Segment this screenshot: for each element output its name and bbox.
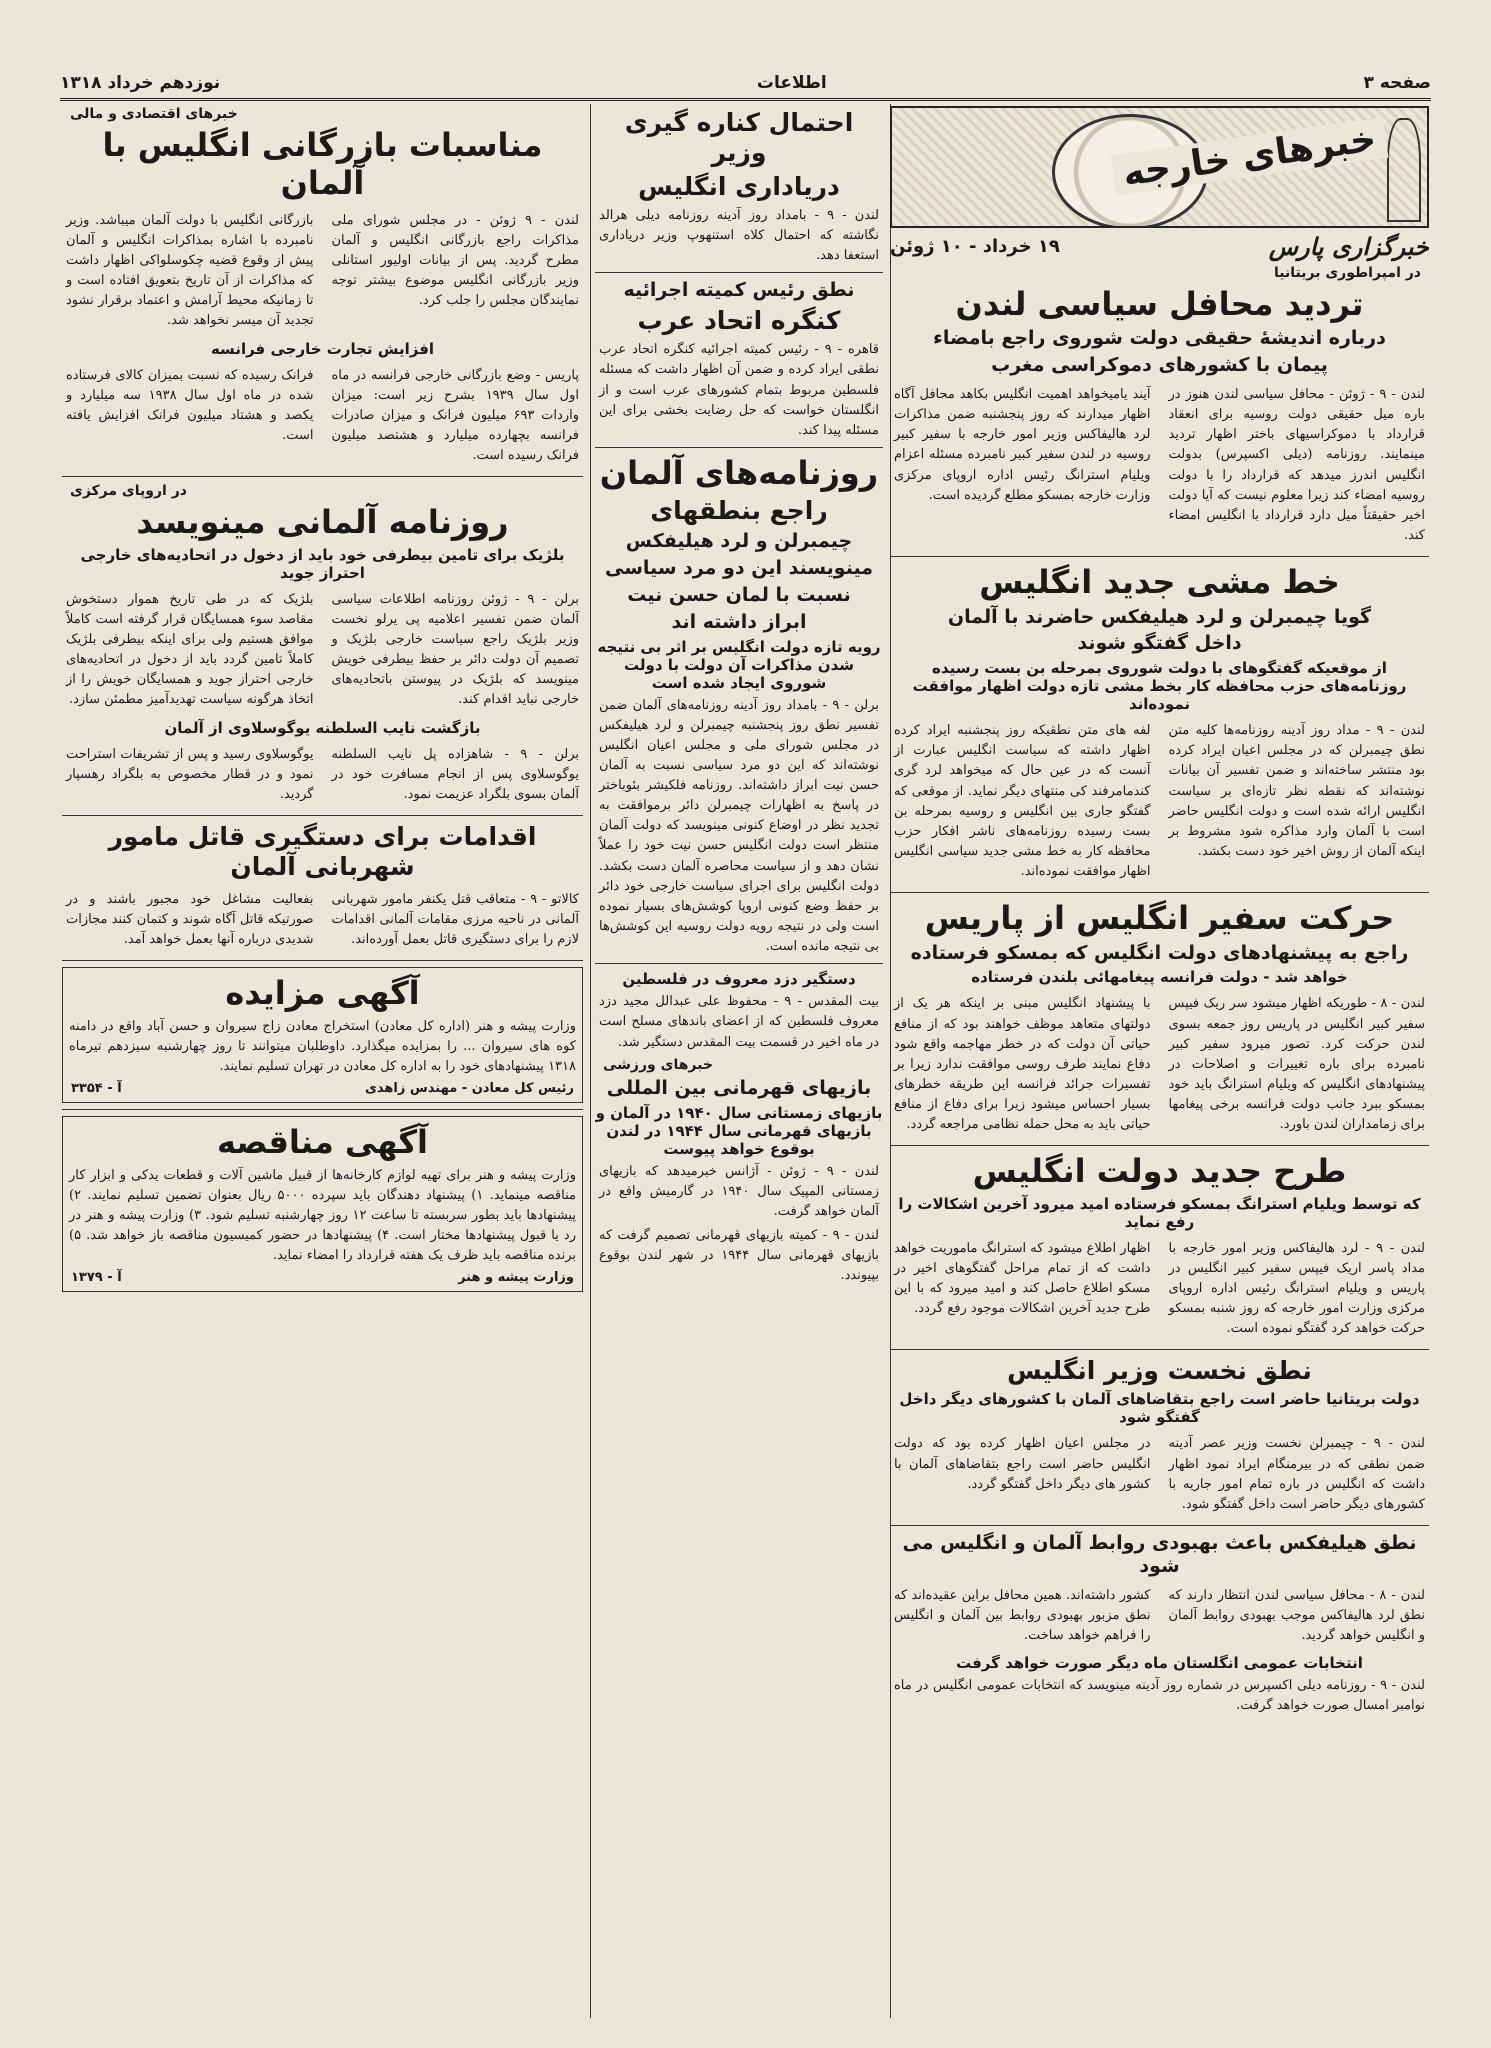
section-label: خبرهای ورزشی: [603, 1056, 713, 1073]
article-text: بازرگانی انگلیس با دولت آلمان میباشد. وزیر نامبرده با اشاره بمذاکرات انگلیس و آلمان پیش از وقوع قضیه چکوسلواکی اظهار داشت که مذاکرات از آن تاریخ بتعویق افتاده است و تا زمانیکه محیط آرامش و اعتماد برقرار نشود تجدید آن میسر نخواهد شد.: [66, 212, 314, 329]
article-body: [890, 717, 1429, 886]
auction-ad: [62, 967, 583, 1103]
subheadline: راجع به پیشنهادهای دولت انگلیس که بمسکو فرستاده: [910, 941, 1409, 964]
article-text: لندن - ۹ - بامداد روز آدینه روزنامه دیلی هرالد نگاشته که احتمال کلاه استنهوپ وزیر دریاداری استعفا دهد.: [599, 208, 879, 264]
headline: روزنامه آلمانی مینویسد: [136, 503, 509, 542]
article-body: [62, 586, 583, 715]
article-text: قاهره - ۹ - رئیس کمیته اجرائیه کنگره اتحاد عرب نطقی ایراد کرده و ضمن آن اظهار داشت که مسئله فلسطین مربوط بتمام کشورهای عرب است و از انگلستان خواست که حل رضایت بخشی برای این مسئله پیدا کند.: [599, 342, 879, 438]
article-text: لندن - ۹ - چیمبرلن نخست وزیر عصر آدینه ضمن نطقی که در بیرمنگام ایراد نمود اظهار داشت که انگلیس در باره تمام امور جاریه با کشورهای دیگر حاضر است داخل گفتگو شود.: [1168, 1436, 1425, 1512]
ad-signature: وزارت پیشه و هنر: [458, 1270, 574, 1286]
subheadline: دولت بریتانیا حاضر است راجع بتقاضاهای آلمان با کشورهای دیگر داخل گفتگو شود: [899, 1390, 1420, 1427]
divider: [890, 556, 1429, 557]
banner-title: خبرهای خارجه: [1110, 117, 1388, 196]
article-text: کشور داشته‌اند. همین محافل براین عقیده‌اند که نطق مزبور بهبودی روابط بین آلمان و انگلیس را فراهم خواهد ساخت.: [894, 1587, 1151, 1643]
article-text: برلن - ۹ - بامداد روز آدینه روزنامه‌های آلمان ضمن تفسیر نطق روز پنجشنبه چیمبرلن و لرد هیلیفکس در مجلس شورای ملی و مجلس اعیان انگلیس نوشته‌اند که این دو مرد سیاسی نسبت به آلمان حسن نیت ابراز داشته‌اند. روزنامه فلکیشر بئوباختر در پاسخ به اظهارات چیمبرلن دائر برموافقت به تجدید نظر در اوضاع کنونی مینویسد که دولت آلمان منتظر است دولت انگلیس حسن نیت خود را عملاً نشان دهد و از سیاست محاصره آلمان دست بکشد. دولت انگلیس برای اجرای سیاست خارجی خود دائر بر حفظ وضع کنونی اروپا کوشش‌های بسیار نموده است ولی در نتیجه رویه دولت روسیه این کوشش‌ها بی نتیجه مانده است.: [599, 697, 879, 955]
summary: از موقعیکه گفتگوهای با دولت شوروی بمرحله بن بست رسیده روزنامه‌های حزب محافظه کار بخط مشی تازه دولت اظهار موافقت نموده‌اند: [912, 659, 1407, 714]
article-body: [62, 207, 583, 336]
article-body: [890, 1582, 1429, 1650]
headline: مینویسند این دو مرد سیاسی: [605, 557, 873, 580]
paper-name: اطلاعات: [756, 73, 827, 93]
article-text: لندن - ۹ - کمیته بازیهای قهرمانی تصمیم گرفت که بازیهای قهرمانی سال ۱۹۴۴ در شهر لندن بوقوع بپیوندد.: [599, 1227, 880, 1284]
middle-column: [595, 104, 883, 2018]
article-text: لندن - ۹ - لرد هالیفاکس وزیر امور خارجه با مداد پاسر اریک فیپس سفیر کبیر انگلیس در پاریس و ویلیام استرانگ رئیس اداره اروپای مرکزی وزارت امور خارجه که روز شنبه بمسکو حرکت خواهد کرد گفتگو نموده است.: [1168, 1240, 1425, 1337]
column-rule: [590, 104, 591, 2018]
divider: [595, 272, 883, 273]
headline: چیمبرلن و لرد هیلیفکس: [625, 530, 853, 553]
headline: تردید محافل سیاسی لندن: [955, 285, 1364, 323]
ad-footer: [71, 1270, 574, 1285]
article-body: [890, 1430, 1429, 1519]
headline: احتمال کناره گیری وزیر: [624, 108, 854, 167]
subheadline: خواهد شد - دولت فرانسه پیغامهائی بلندن فرستاده: [971, 968, 1348, 987]
ad-title: آگهی مزایده: [225, 974, 420, 1013]
headline: بازگشت نایب السلطنه یوگوسلاوی از آلمان: [164, 718, 481, 737]
headline: انتخابات عمومی انگلستان ماه دیگر صورت خواهد گرفت: [956, 1654, 1363, 1673]
headline: روزنامه‌های آلمان: [599, 453, 879, 492]
headline: راجع بنطقهای: [650, 496, 828, 526]
tender-ad: [62, 1116, 583, 1292]
subheadline: بلژیک برای تامین بیطرفی خود باید از دخول در اتحادیه‌های خارجی احتراز جوید: [80, 545, 565, 582]
issue-date: نوزدهم خرداد ۱۳۱۸: [60, 73, 221, 93]
subheadline: داخل گفتگو شوند: [1077, 632, 1242, 655]
article-text: پاریس - وضع بازرگانی خارجی فرانسه در ماه اول سال ۱۹۳۹ بشرح زیر است: میزان واردات ۶۹۳ میلیون فرانک و میزان صادرات فرانسه بچهارده میلیارد و هشتصد میلیون فرانک رسیده است.: [331, 367, 579, 464]
article-text: لفه های متن نطقیکه روز پنجشنبه ایراد کرده اظهار داشته که سیاست انگلیس عبارت از آنست که در عین حال که میخواهد لرد گری کندمامرفند کی منتهای دیگر نماید. از موقعی که گفتگو جاری بین انگلیس و روسیه بمرحله بن بست رسیده روزنامه‌های ناشر افکار حزب محافظه کار به خط مشی جدید سیاسی انگلیس اظهار موافقت نموده‌اند.: [894, 723, 1151, 880]
headline: نسبت با لمان حسن نیت: [627, 583, 851, 606]
headline: افزایش تجارت خارجی فرانسه: [210, 339, 435, 358]
headline: دستگیر دزد معروف در فلسطین: [622, 970, 856, 989]
article-text: آیند یامیخواهد اهمیت انگلیس بکاهد محافل آگاه اظهار میدارند که روز پنجشنبه ضمن مذاکرات لرد هالیفاکس وزیر امور خارجه با سفیر کبیر روسیه در لندن سفیر کبیر نامبرده مسئله اعزام ویلیام استرانگ رئیس اداره اروپای مرکزی وزارت خارجه بمسکو مطلع گردیده است.: [894, 386, 1151, 503]
headline: ابراز داشته اند: [671, 610, 807, 633]
divider: [890, 1145, 1429, 1146]
headline: کنگره اتحاد عرب: [637, 306, 841, 336]
agency-line: [890, 232, 1429, 261]
article-text: در مجلس اعیان اظهار کرده بود که دولت انگلیس حاضر است راجع بتقاضاهای آلمان با کشور های دیگر داخل گفتگو گردد.: [894, 1436, 1151, 1492]
headline: طرح جدید دولت انگلیس: [972, 1152, 1347, 1191]
ad-text: وزارت پیشه و هنر (اداره کل معادن) استخراج معادن زاج سیروان و حسن آباد واقع در دامنه کوه های سیروان ... را بمزایده میگذارد. داوطلبان میتوانند تا روز چهارشنبه سیزدهم تیرماه ۱۳۱۸ پیشنهادهای خود را به اداره کل معادن در تهران تسلیم نمایند.: [69, 1018, 576, 1075]
ad-text: وزارت پیشه و هنر برای تهیه لوازم کارخانه‌ها از قبیل ماشین آلات و قطعات یدکی و ابزار کار مناقصه مینماید. ۱) پیشنهاد دهندگان باید سپرده ۵۰۰۰ ریال بعنوان تضمین تسلیم نمایند. ۲) پیشنهادها باید بطور سربسته تا ساعت ۱۲ روز چهارشنبه تسلیم شود. ۳) وزارت پیشه و هنر در رد یا قبول پیشنهادها مختار است. ۴) پیشنهادها در حضور کمیسیون مناقصه باز خواهد شد. ۵) برنده مناقصه باید ظرف یک هفته قرارداد را امضاء نماید.: [69, 1167, 577, 1264]
article-text: لندن - ۹ - ژوئن - آژانس خبرمیدهد که بازیهای زمستانی المپیک سال ۱۹۴۰ در گارمیش واقع در آلمان خواهد گرفت.: [599, 1163, 879, 1219]
section-label: خبرهای اقتصادی و مالی: [70, 106, 238, 122]
headline: نطق رئیس کمیته اجرائیه: [623, 279, 855, 302]
article-text: بفعالیت مشاغل خود مجبور باشند و در صورتیکه قاتل آگاه شوند و کتمان کنند مجازات شدیدی درباره آنها بعمل خواهد آمد.: [66, 891, 314, 948]
subheadline: بازیهای زمستانی سال ۱۹۴۰ در آلمان و بازیهای قهرمانی سال ۱۹۴۴ در لندن بوقوع خواهد پیوست: [595, 1103, 883, 1158]
article-body: [62, 362, 583, 471]
ad-number: آ - ۳۳۵۴: [71, 1081, 122, 1097]
subheadline: درباره اندیشهٔ حقیقی دولت شوروی راجع بامضاء: [933, 327, 1386, 350]
article-text: اظهار اطلاع میشود که استرانگ ماموریت خواهد داشت که از تمام مراحل گفتگوهای اخیر در مسکو اطلاع حاصل کند و امید میرود که با این طرح جدید آخرین اشکالات موجود رفع گردد.: [894, 1240, 1151, 1317]
ad-footer: [71, 1081, 574, 1096]
article-body: [62, 741, 583, 809]
divider: [62, 476, 583, 477]
article-text: فرانک رسیده که نسبت بمیزان کالای فرستاده شده در ماه اول سال ۱۹۳۸ سه میلیارد و یکصد و هشتاد میلیون فرانک افزایش یافته است.: [66, 367, 314, 444]
article-body: [890, 1235, 1429, 1344]
ad-number: آ - ۱۳۷۹: [71, 1270, 122, 1286]
article-text: با پیشنهاد انگلیس مبنی بر اینکه هر یک از دولتهای متعاهد موظف خواهند بود که از منافع حیاتی آن دولت که در خطر مهاجمه واقع شود دفاع نمایند طرف روسی موافقت ندارد زیرا بر تفسیرات جرائد فرانسه این طریقه خطرهای بسیار احساس میشود زیرا برای دفاع از منافع حیاتی باید به محل حمله نظامی مراجعه گردد.: [894, 996, 1151, 1133]
article-text: لندن - ۸ - طوریکه اظهار میشود سر ریک فیپس سفیر کبیر انگلیس در پاریس روز جمعه بسوی لندن حرکت کرد. تصور میرود سفیر کبیر نامبرده برای باره تغییرات و اصلاحات در پیشنهادهای انگلیس که ویلیام استرانگ باید خود بمسکو ببرد جانب دولت فرانسه برخی پیغامها برای زمامداران لندن باورد.: [1168, 996, 1425, 1133]
divider: [62, 1109, 583, 1110]
article-text: بلژیک که در طی تاریخ هموار دستخوش مقاصد سوء همسایگان قرار گرفته است کاملاً موافق هستیم ولی برای اینکه بیطرفی بلژیک کاملاً تامین گردد باید از دخول در اتحادیه‌های خارجی احتراز جوید و همسایگان خویش را از اتخاذ هرگونه سیاست تهدیدآمیز مطمئن سازد.: [66, 591, 314, 708]
article-text: لندن - ۹ ژوئن - در مجلس شورای ملی مذاکرات راجع بازرگانی انگلیس و آلمان مطرح گردید. پس از بیانات اولیور استانلی وزیر بازرگانی انگلیس موضوع بیشتر توجه نمایندگان مجلس را جلب کرد.: [331, 212, 579, 309]
tower-icon: [1387, 118, 1421, 222]
headline: نطق هیلیفکس باعث بهبودی روابط آلمان و انگلیس می شود: [902, 1532, 1417, 1577]
headline: دریاداری انگلیس: [638, 172, 840, 201]
article-text: لندن - ۹ - ژوئن - محافل سیاسی لندن هنوز در باره میل حقیقی دولت روسیه برای انعقاد قرارداد با دموکراسیهای باختر اظهار تردید مینمایند. روزنامه (دیلی اکسپرس) بدولت انگلیس اندرز میدهد که قرارداد را با دولت روسیه امضاء کند زیرا معلوم نیست که آیا دولت اخیر حقیقتاً میل دارد قرارداد با انگلیس امضاء کند.: [1168, 386, 1425, 543]
divider: [595, 963, 883, 964]
left-column: [62, 104, 583, 2018]
section-label: در امپراطوری بریتانیا: [1274, 265, 1421, 281]
ad-title: آگهی مناقصه: [217, 1123, 428, 1162]
subheadline: پیمان با کشورهای دموکراسی مغرب: [991, 354, 1328, 377]
foreign-news-banner: [890, 106, 1429, 228]
article-text: یوگوسلاوی رسید و پس از تشریفات استراحت نمود و در قطار مخصوص به بلگراد رهسپار گردید.: [66, 746, 314, 802]
subheadline: که توسط ویلیام استرانگ بمسکو فرستاده امید میرود آخرین اشکالات را رفع نماید: [898, 1194, 1421, 1231]
divider: [62, 960, 583, 961]
article-text: لندن - ۹ - روزنامه دیلی اکسپرس در شماره روز آدینه مینویسد که انتخابات عمومی انگلیس در ماه نوامبر امسال صورت خواهد گرفت.: [894, 1678, 1425, 1714]
headline: حرکت سفیر انگلیس از پاریس: [924, 899, 1395, 938]
article-text: لندن - ۹ - مداد روز آدینه روزنامه‌ها کلیه متن نطق چیمبرلن که در مجلس اعیان ایراد کرده بود منتشر ساخته‌اند و ضمن تفسیر آن بیانات نوشته‌اند که نقطه نظر تازه‌ای بر سیاست انگلیس ارائه شده است و دولت انگلیس حاضر است با آلمان وارد مذاکره شود مشروط بر اینکه آلمان از روش اخیر خود دست بکشد.: [1168, 723, 1425, 859]
headline: مناسبات بازرگانی انگلیس با آلمان: [102, 126, 543, 203]
article-text: برلن - ۹ - شاهزاده پل نایب السلطنه یوگوسلاوی پس از انجام مسافرت خود در آلمان بسوی بلگراد عزیمت نمود.: [331, 746, 579, 802]
headline: خط مشی جدید انگلیس: [979, 563, 1340, 602]
article-text: لندن - ۸ - محافل سیاسی لندن انتظار دارند که نطق لرد هالیفاکس موجب بهبودی روابط آلمان و انگلیس خواهد گردید.: [1168, 1587, 1425, 1643]
divider: [62, 815, 583, 816]
right-column: [890, 104, 1429, 2018]
subheadline: گویا چیمبرلن و لرد هیلیفکس حاضرند با آلمان: [947, 605, 1372, 628]
divider: [890, 892, 1429, 893]
divider: [890, 1525, 1429, 1526]
masthead: [60, 68, 1431, 101]
article-text: کالاتو - ۹ - متعاقب قتل یکنفر مامور شهربانی آلمانی در ناحیه مرزی مقامات آلمانی اقدامات لازم را برای دستگیری قاتل بعمل آورده‌اند.: [331, 891, 579, 948]
article-body: [890, 990, 1429, 1139]
article-body: [890, 381, 1429, 550]
agency-name: خبرگزاری پارس: [1268, 232, 1429, 261]
section-label: در اروپای مرکزی: [70, 483, 187, 500]
dateline: ۱۹ خرداد - ۱۰ ژوئن: [890, 236, 1060, 257]
article-text: برلن - ۹ - ژوئن روزنامه اطلاعات سیاسی آلمان ضمن تفسیر اعلامیه پی یرلو نخست وزیر بلژیک راجع سیاست خارجی بلژیک و تصمیم آن دولت دائر بر حفظ بیطرفی خویش مینویسد که بلژیک در پیوستن باتحادیه‌های خارجی نباید اقدام کند.: [331, 591, 579, 708]
ad-signature: رئیس کل معادن - مهندس زاهدی: [364, 1081, 574, 1097]
headline: بازیهای قهرمانی بین المللی: [606, 1076, 872, 1099]
summary: رویه تازه دولت انگلیس بر اثر بی نتیجه شدن مذاکرات آن دولت با دولت شوروی ایجاد شده است: [597, 637, 881, 692]
divider: [595, 447, 883, 448]
article-body: [62, 886, 583, 954]
headline: اقدامات برای دستگیری قاتل مامور شهربانی آلمان: [108, 821, 537, 881]
article-text: بیت المقدس - ۹ - محفوظ علی عبدالل مجید دزد معروف فلسطین که از اعضای باندهای مسلح است در ماه اخیر در قسمت بیت المقدس دستگیر شد.: [599, 994, 879, 1050]
page-number: صفحه ۳: [1363, 73, 1431, 93]
divider: [890, 1349, 1429, 1350]
headline: نطق نخست وزیر انگلیس: [1007, 1356, 1312, 1386]
